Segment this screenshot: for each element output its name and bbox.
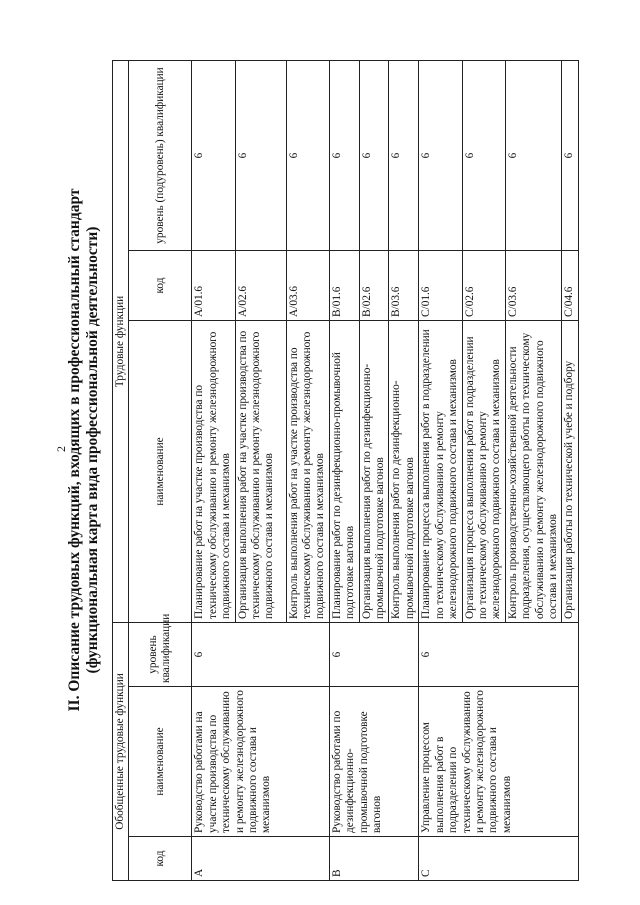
group-code: A [192, 837, 329, 881]
function-name: Организация работы по технической учебе и подбору [562, 320, 578, 622]
function-code: B/02.6 [359, 250, 389, 320]
header-labor-functions: Трудовые функции [113, 60, 129, 622]
header-generalized-functions: Обобщенные трудовые функции [113, 622, 129, 880]
header-function-code: код [129, 250, 192, 320]
function-level: 6 [235, 60, 286, 250]
table-row [192, 60, 235, 880]
group-level: 6 [329, 622, 418, 686]
function-level: 6 [505, 60, 562, 250]
group-name: Управление процессом выполнения работ в подразделении по техническому обслуживанию и ремонту железнодорожного подвижного состава и механизмов [419, 687, 578, 837]
header-level: уровень квалификации [129, 622, 192, 686]
function-code: B/03.6 [389, 250, 419, 320]
function-code: C/02.6 [462, 250, 505, 320]
title-line-2: (функциональная карта вида профессиональной деятельности) [84, 226, 101, 674]
function-code: C/03.6 [505, 250, 562, 320]
section-title [66, 115, 102, 785]
function-level: 6 [419, 60, 462, 250]
function-level: 6 [192, 60, 235, 250]
group-level: 6 [192, 622, 329, 686]
function-name: Организация выполнения работ на участке производства по техническому обслуживанию и ремонту железнодорожного подвижного состава и механизмов [235, 320, 286, 622]
function-code: A/03.6 [286, 250, 329, 320]
function-level: 6 [462, 60, 505, 250]
function-level: 6 [562, 60, 578, 250]
function-level: 6 [329, 60, 359, 250]
function-name: Планирование работ по дезинфекционно-промывочной подготовке вагонов [329, 320, 359, 622]
function-name: Контроль выполнения работ по дезинфекционно-промывочной подготовке вагонов [389, 320, 419, 622]
title-line-1: II. Описание трудовых функций, входящих в профессиональный стандарт [66, 188, 83, 712]
function-level: 6 [389, 60, 419, 250]
header-code: код [129, 837, 192, 881]
group-code: B [329, 837, 418, 881]
function-name: Контроль производственно-хозяйственной деятельности подразделения, осуществляющего работы по техническому обслуживанию и ремонту железнодорожного подвижного состава и механизмов [505, 320, 562, 622]
function-code: A/01.6 [192, 250, 235, 320]
group-name: Руководство работами по дезинфекционно-промывочной подготовке вагонов [329, 687, 418, 837]
header-function-name: наименование [129, 320, 192, 622]
function-name: Контроль выполнения работ на участке производства по техническому обслуживанию и ремонту железнодорожного подвижного состава и механизмов [286, 320, 329, 622]
group-name: Руководство работами на участке производства по техническому обслуживанию и ремонту железнодорожного подвижного состава и механизмов [192, 687, 329, 837]
function-code: A/02.6 [235, 250, 286, 320]
table-row [419, 60, 462, 880]
function-code: B/01.6 [329, 250, 359, 320]
function-name: Организация процесса выполнения работ в подразделении по техническому обслуживанию и ремонту железнодорожного подвижного состава и механизмов [462, 320, 505, 622]
page-number: 2 [54, 446, 68, 452]
group-level: 6 [419, 622, 578, 686]
function-name: Организация выполнения работ по дезинфекционно-промывочной подготовке вагонов [359, 320, 389, 622]
table-row [329, 60, 359, 880]
functional-map-table [112, 60, 579, 881]
function-level: 6 [286, 60, 329, 250]
group-code: C [419, 837, 578, 881]
function-code: C/01.6 [419, 250, 462, 320]
function-level: 6 [359, 60, 389, 250]
function-name: Планирование работ на участке производства по техническому обслуживанию и ремонту железнодорожного подвижного состава и механизмов [192, 320, 235, 622]
function-name: Планирование процесса выполнения работ в подразделении по техническому обслуживанию и ремонту железнодорожного подвижного состава и механизмов [419, 320, 462, 622]
header-function-level: уровень (подуровень) квалификации [129, 60, 192, 250]
function-code: C/04.6 [562, 250, 578, 320]
header-name: наименование [129, 687, 192, 837]
